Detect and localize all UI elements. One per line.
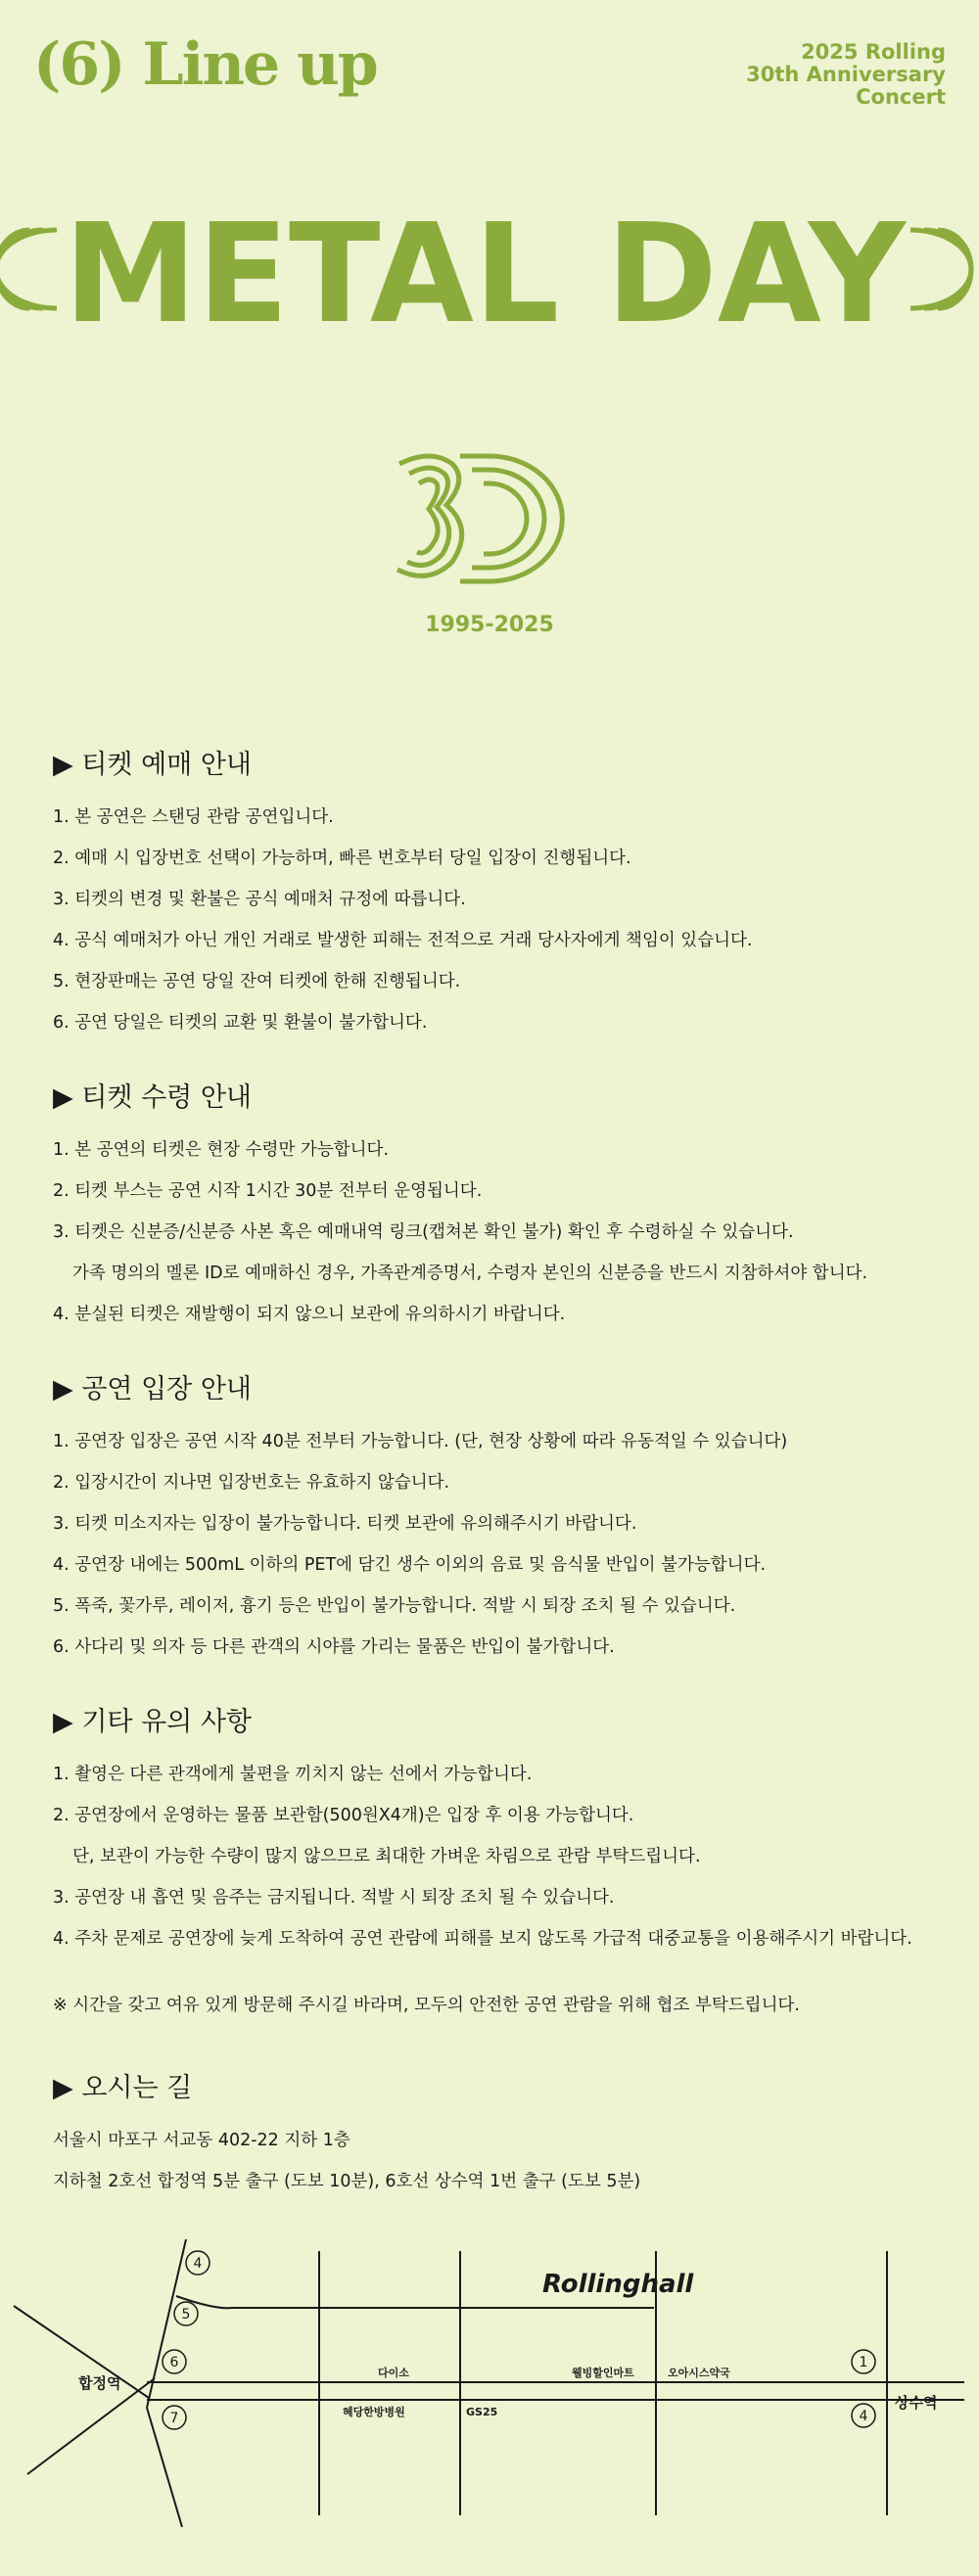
years-label: 1995-2025	[425, 613, 554, 637]
lineup-title: (6) Line up	[33, 30, 377, 99]
exit-label: 6	[169, 2355, 179, 2370]
list-item: 3. 티켓은 신분증/신분증 사본 혹은 예매내역 링크(캡쳐본 확인 불가) 확인 후 수령하실 수 있습니다.	[53, 1222, 794, 1242]
list-item: 1. 본 공연의 티켓은 현장 수령만 가능합니다.	[53, 1140, 390, 1160]
place-label: GS25	[466, 2406, 498, 2418]
exit-label: 7	[169, 2411, 179, 2426]
transit-text: 지하철 2호선 합정역 5분 출구 (도보 10분), 6호선 상수역 1번 출구 (도보 5분)	[53, 2172, 641, 2191]
place-label: 오아시스약국	[668, 2367, 730, 2379]
list-item: 5. 현장판매는 공연 당일 잔여 티켓에 한해 진행됩니다.	[53, 972, 461, 991]
list-item: 1. 본 공연은 스탠딩 관람 공연입니다.	[53, 807, 334, 827]
place-label: 다이소	[378, 2367, 409, 2379]
section-ticket-pickup	[53, 1079, 954, 1335]
30-anniversary-logo	[392, 446, 578, 593]
location-map	[0, 2222, 979, 2576]
list-item: 5. 폭죽, 꽃가루, 레이저, 흉기 등은 반입이 불가능합니다. 적발 시 퇴장 조치 될 수 있습니다.	[53, 1596, 736, 1616]
list-item: 4. 분실된 티켓은 재발행이 되지 않으니 보관에 유의하시기 바랍니다.	[53, 1305, 566, 1324]
section-title: ▶ 기타 유의 사항	[53, 1707, 253, 1737]
list-item: 3. 티켓 미소지자는 입장이 불가능합니다. 티켓 보관에 유의해주시기 바랍니다.	[53, 1514, 637, 1534]
list-item: 3. 공연장 내 흡연 및 음주는 금지됩니다. 적발 시 퇴장 조치 될 수 있습니다.	[53, 1888, 615, 1908]
station-right-label: 상수역	[895, 2394, 938, 2412]
section-title: ▶ 티켓 수령 안내	[53, 1082, 253, 1113]
section-title: ▶ 티켓 예매 안내	[53, 750, 253, 780]
list-item: 2. 티켓 부스는 공연 시작 1시간 30분 전부터 운영됩니다.	[53, 1181, 483, 1201]
exit-label: 4	[193, 2256, 203, 2272]
exit-label: 4	[859, 2409, 868, 2424]
list-item: 단, 보관이 가능한 수량이 많지 않으므로 최대한 가벼운 차림으로 관람 부탁드립니다.	[72, 1847, 701, 1866]
list-item: 4. 공연장 내에는 500mL 이하의 PET에 담긴 생수 이외의 음료 및 음식물 반입이 불가능합니다.	[53, 1555, 767, 1575]
list-item: 1. 공연장 입장은 공연 시작 40분 전부터 가능합니다. (단, 현장 상황에 따라 유동적일 수 있습니다)	[53, 1432, 788, 1451]
exit-label: 1	[859, 2355, 868, 2370]
section-ticket-booking	[53, 746, 954, 1043]
list-item: 2. 공연장에서 운영하는 물품 보관함(500원X4개)은 입장 후 이용 가능합니다.	[53, 1806, 634, 1825]
concert-title	[746, 41, 946, 109]
left-bracket-icon	[0, 230, 57, 308]
list-item: 3. 티켓의 변경 및 환불은 공식 예매처 규정에 따릅니다.	[53, 890, 466, 909]
section-title: ▶ 오시는 길	[53, 2073, 193, 2103]
concert-line-2: 30th Anniversary	[746, 63, 946, 86]
section-directions	[53, 2069, 954, 2202]
section-misc	[53, 1703, 954, 1959]
hero-title: METAL DAY	[64, 196, 908, 343]
concert-line-1: 2025 Rolling	[801, 40, 946, 64]
info-content	[53, 746, 954, 2237]
station-left-label: 합정역	[78, 2374, 121, 2392]
list-item: 2. 입장시간이 지나면 입장번호는 유효하지 않습니다.	[53, 1473, 450, 1493]
list-item: 가족 명의의 멜론 ID로 예매하신 경우, 가족관계증명서, 수령자 본인의 신분증을 반드시 지참하셔야 합니다.	[72, 1264, 868, 1283]
exit-label: 5	[181, 2307, 191, 2323]
venue-label: Rollinghall	[542, 2270, 694, 2299]
section-title: ▶ 공연 입장 안내	[53, 1374, 253, 1404]
section-entry	[53, 1370, 954, 1668]
list-item: 1. 촬영은 다른 관객에게 불편을 끼치지 않는 선에서 가능합니다.	[53, 1765, 533, 1784]
list-item: 2. 예매 시 입장번호 선택이 가능하며, 빠른 번호부터 당일 입장이 진행됩니다.	[53, 849, 631, 868]
place-label: 혜당한방병원	[343, 2406, 405, 2418]
list-item: 6. 공연 당일은 티켓의 교환 및 환불이 불가합니다.	[53, 1013, 428, 1033]
list-item: 4. 공식 예매처가 아닌 개인 거래로 발생한 피해는 전적으로 거래 당사자에게 책임이 있습니다.	[53, 931, 753, 950]
list-item: 4. 주차 문제로 공연장에 늦게 도착하여 공연 관람에 피해를 보지 않도록 가급적 대중교통을 이용해주시기 바랍니다.	[53, 1929, 912, 1949]
place-label: 웰빙할인마트	[572, 2367, 634, 2379]
notice-text: ※ 시간을 갖고 여유 있게 방문해 주시길 바라며, 모두의 안전한 공연 관람을 위해 협조 부탁드립니다.	[53, 1996, 800, 2015]
list-item: 6. 사다리 및 의자 등 다른 관객의 시야를 가리는 물품은 반입이 불가합니다.	[53, 1637, 615, 1657]
address-text: 서울시 마포구 서교동 402-22 지하 1층	[53, 2131, 350, 2150]
hero-banner	[0, 196, 979, 343]
right-bracket-icon	[910, 230, 971, 308]
concert-line-3: Concert	[856, 85, 946, 109]
